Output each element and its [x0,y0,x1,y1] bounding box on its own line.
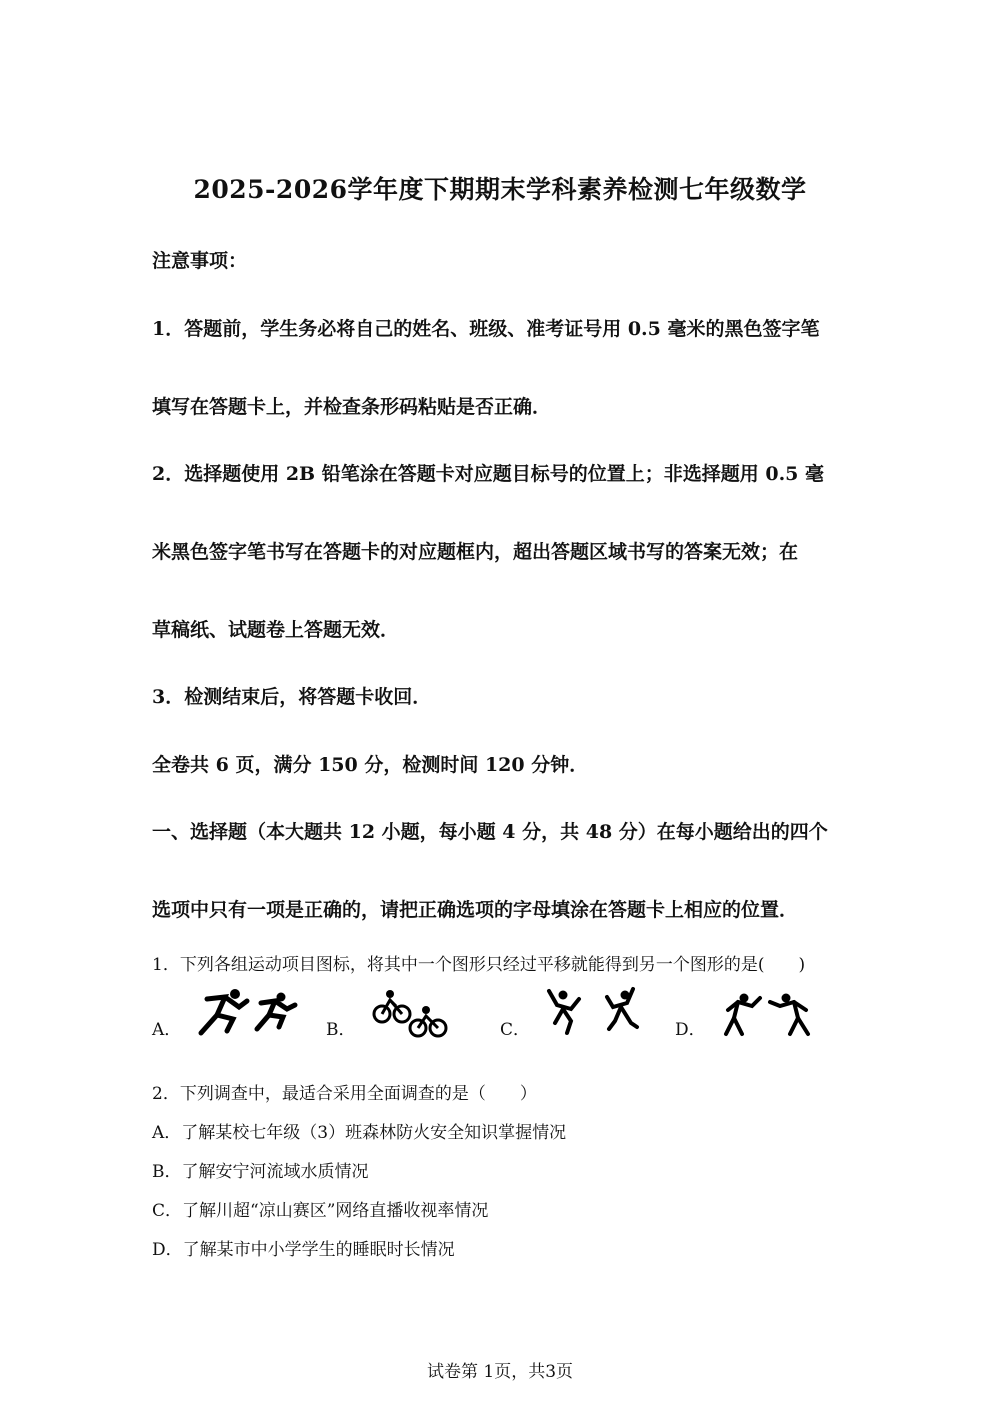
question-2-stem: 2．下列调查中，最适合采用全面调查的是（ ） [152,1084,537,1104]
notice-line: 米黑色签字笔书写在答题卡的对应题框内，超出答题区域书写的答案无效；在 [152,541,799,563]
notice-line: 填写在答题卡上，并检查条形码粘贴是否正确． [152,396,552,418]
option-b-label: B． [326,1020,356,1040]
notice-line: 全卷共 6 页，满分 150 分，检测时间 120 分钟． [152,754,589,776]
notice-heading: 注意事项： [152,250,248,272]
page-title: 2025-2026学年度下期期末学科素养检测七年级数学 [193,175,807,204]
question-1-stem: 1．下列各组运动项目图标，将其中一个图形只经过平移就能得到另一个图形的是( ) [152,955,806,975]
cycling-figures-icon [370,988,454,1038]
wrestling-figures-icon [720,990,816,1038]
section-heading: 选项中只有一项是正确的，请把正确选项的字母填涂在答题卡上相应的位置． [152,899,799,921]
option-c-label: C． [500,1020,531,1040]
section-heading: 一、选择题（本大题共 12 小题，每小题 4 分，共 48 分）在每小题给出的四个 [152,821,828,843]
option-a-label: A． [152,1020,182,1040]
running-figures-icon [195,985,303,1037]
question-2-option-d: D．了解某市中小学学生的睡眠时长情况 [152,1240,455,1260]
question-2-option-a: A．了解某校七年级（3）班森林防火安全知识掌握情况 [152,1123,567,1143]
option-d-label: D． [675,1020,706,1040]
notice-line: 2．选择题使用 2B 铅笔涂在答题卡对应题目标号的位置上；非选择题用 0.5 毫 [152,463,825,485]
question-2-option-c: C．了解川超“凉山赛区”网络直播收视率情况 [152,1201,489,1221]
page-footer: 试卷第 1页，共3页 [426,1362,574,1382]
question-2-option-b: B．了解安宁河流域水质情况 [152,1162,369,1182]
badminton-figures-icon [545,985,641,1037]
notice-line: 1．答题前，学生务必将自己的姓名、班级、准考证号用 0.5 毫米的黑色签字笔 [152,318,820,340]
notice-line: 3．检测结束后，将答题卡收回． [152,686,432,708]
notice-line: 草稿纸、试题卷上答题无效． [152,619,400,641]
